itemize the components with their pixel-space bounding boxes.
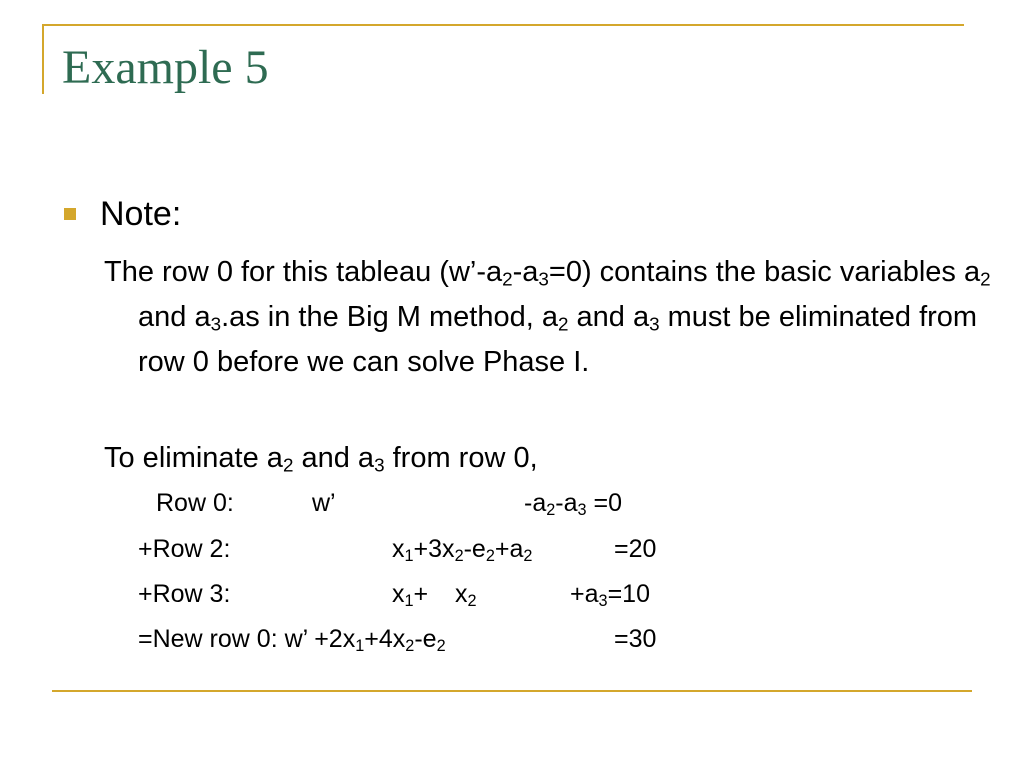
frame-vertical-line bbox=[42, 24, 44, 94]
row0-w: w’ bbox=[312, 489, 336, 517]
row2-label: +Row 2: bbox=[138, 535, 231, 563]
eliminate-instruction: To eliminate $a_2$ and $a_3$ from row 0, bbox=[104, 442, 538, 476]
row0-terms: $-a_2-a_3 =0$ bbox=[524, 489, 623, 520]
explanation-paragraph: The row 0 for this tableau $(w’-a_2-a_3=0)$ contains the basic variables $a_2$ and $a_3.as$ in the Big M method, $a_2$ and $a_3$ must be eliminated from row 0 before we can solve Phase I. bbox=[104, 256, 991, 378]
new-row0-rhs: =30 bbox=[614, 625, 657, 653]
row2-terms: $x_1+3x_2-e_2+a_2$ bbox=[392, 535, 533, 566]
slide-title: Example 5 bbox=[62, 41, 269, 94]
bullet-square-icon bbox=[64, 208, 76, 220]
frame-bottom-line bbox=[52, 690, 972, 692]
row0-label: Row 0: bbox=[156, 489, 234, 517]
row3-label: +Row 3: bbox=[138, 580, 231, 608]
row2-rhs: =20 bbox=[614, 535, 657, 563]
row3-x1: $x_1+$ bbox=[392, 580, 429, 611]
row3-x2: $x_2$ bbox=[455, 580, 477, 611]
new-row0-terms: =New row 0: w’ $+2x_1+4x_2-e_2$ bbox=[138, 625, 446, 656]
row3-a-rhs: $+a_3=10$ bbox=[570, 580, 650, 611]
frame-top-line bbox=[42, 24, 964, 26]
note-label: Note: bbox=[100, 195, 182, 233]
